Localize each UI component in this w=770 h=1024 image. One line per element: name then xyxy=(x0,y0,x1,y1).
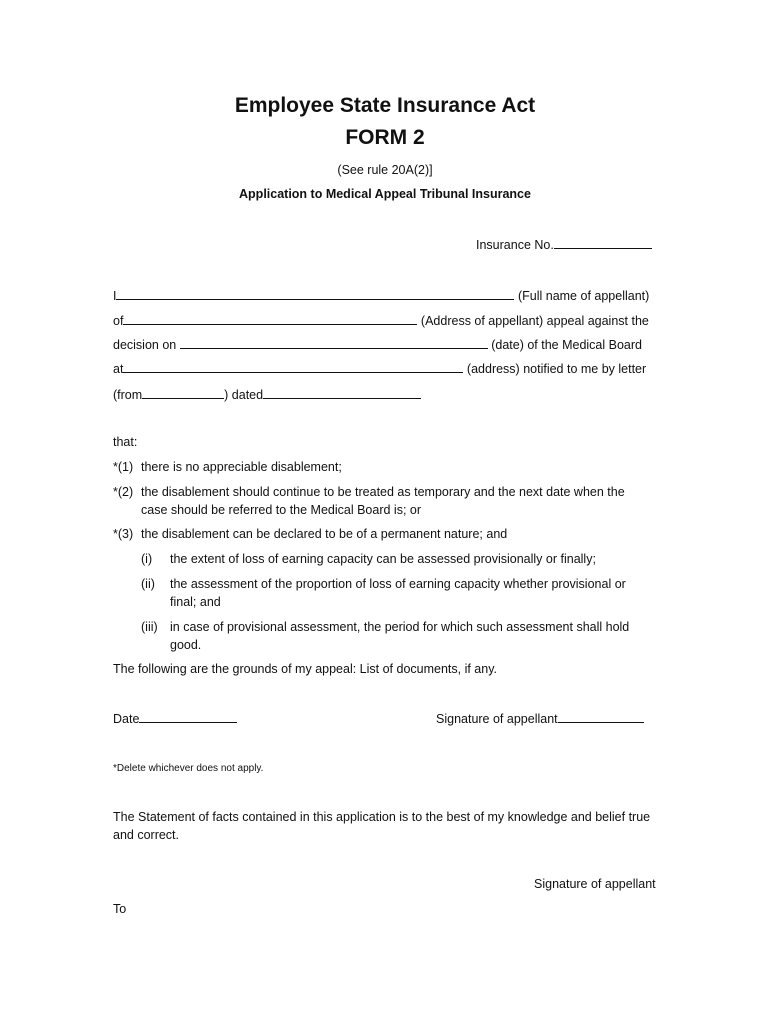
from-blank xyxy=(142,386,224,399)
date-board-label: (date) of the Medical Board xyxy=(491,338,642,352)
board-address-line xyxy=(113,360,646,377)
item-2-number: *(2) xyxy=(113,485,134,499)
line-at-label: at xyxy=(113,362,124,376)
signature-field xyxy=(436,710,644,727)
full-name-blank xyxy=(116,287,514,300)
full-name-label: (Full name of appellant) xyxy=(517,289,650,303)
document-title: Employee State Insurance Act xyxy=(234,94,536,117)
address-appeal-label: (Address of appellant) appeal against the xyxy=(420,314,649,328)
decision-date-blank xyxy=(180,336,488,349)
dated-blank xyxy=(263,386,421,399)
dated-label: ) dated xyxy=(224,388,264,402)
appellant-name-line xyxy=(113,287,649,304)
date-label: Date xyxy=(113,712,140,726)
sub-item-i-number: (i) xyxy=(141,552,153,566)
sub-item-ii-text-line-2: final; and xyxy=(170,595,221,609)
insurance-no-field xyxy=(476,236,652,253)
form-number: FORM 2 xyxy=(345,126,425,149)
sub-item-iii-text-line-2: good. xyxy=(170,638,202,652)
insurance-no-label: Insurance No. xyxy=(476,238,554,252)
address-blank xyxy=(123,312,417,325)
sub-item-ii-text-line-1: the assessment of the proportion of loss of earning capacity whether provisional or xyxy=(170,577,626,591)
item-2-text-line-2: case should be referred to the Medical Board is; or xyxy=(141,503,422,517)
statement-line-2: and correct. xyxy=(113,828,180,842)
letter-line xyxy=(113,386,421,403)
form-subtitle: Application to Medical Appeal Tribunal Insurance xyxy=(239,187,531,201)
signature-label: Signature of appellant xyxy=(436,712,558,726)
from-label: (from xyxy=(113,388,143,402)
item-1-text: there is no appreciable disablement; xyxy=(141,460,342,474)
delete-note: *Delete whichever does not apply. xyxy=(113,763,264,774)
board-address-blank xyxy=(123,360,463,373)
address-notified-label: (address) notified to me by letter xyxy=(466,362,647,376)
appellant-address-line xyxy=(113,312,649,329)
item-3-number: *(3) xyxy=(113,527,134,541)
line-i-label: I xyxy=(113,289,117,303)
signature-bottom: Signature of appellant xyxy=(534,877,656,891)
insurance-no-blank xyxy=(554,236,652,249)
date-blank xyxy=(139,710,237,723)
decision-date-line xyxy=(113,336,642,353)
item-1-number: *(1) xyxy=(113,460,134,474)
sub-item-iii-text-line-1: in case of provisional assessment, the period for which such assessment shall hold xyxy=(170,620,630,634)
rule-reference: (See rule 20A(2)] xyxy=(337,163,433,177)
decision-on-label: decision on xyxy=(113,338,177,352)
statement-line-1: The Statement of facts contained in this application is to the best of my knowledge and belief true xyxy=(113,810,651,824)
date-field xyxy=(113,710,237,727)
line-of-label: of xyxy=(113,314,124,328)
to-label: To xyxy=(113,902,127,916)
item-2-text-line-1: the disablement should continue to be treated as temporary and the next date when the xyxy=(141,485,625,499)
signature-blank xyxy=(558,710,644,723)
that-label: that: xyxy=(113,435,138,449)
sub-item-iii-number: (iii) xyxy=(141,620,158,634)
sub-item-i-text: the extent of loss of earning capacity can be assessed provisionally or finally; xyxy=(170,552,596,566)
item-3-text: the disablement can be declared to be of a permanent nature; and xyxy=(141,527,508,541)
sub-item-ii-number: (ii) xyxy=(141,577,155,591)
grounds-text: The following are the grounds of my appeal: List of documents, if any. xyxy=(113,662,498,676)
